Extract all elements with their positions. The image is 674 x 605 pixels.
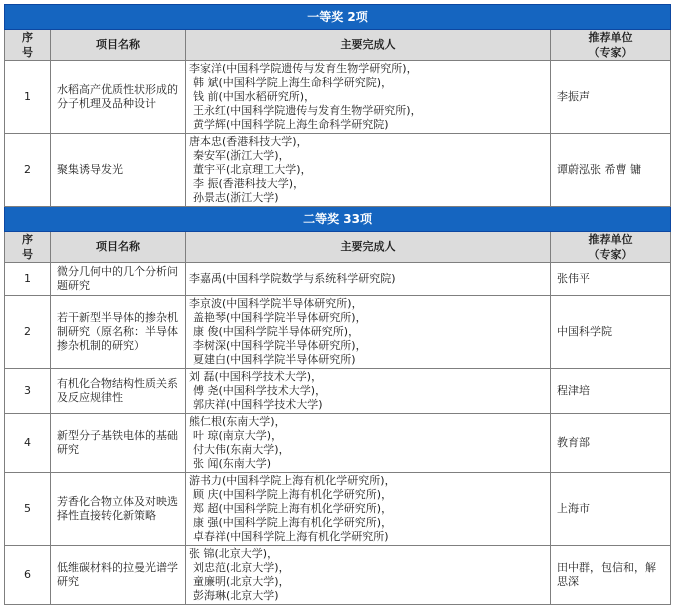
completer: 王永红(中国科学院遗传与发育生物学研究所)， — [193, 104, 422, 117]
completer: 唐本忠(香港科技大学)， — [189, 135, 308, 148]
completers-list — [186, 134, 551, 207]
recommender: 张伟平 — [551, 263, 671, 296]
completer: 童廉明(北京大学)， — [193, 575, 290, 588]
completers-list — [186, 414, 551, 473]
completer: 秦安军(浙江大学)， — [193, 149, 290, 162]
table-row — [5, 61, 671, 134]
row-number: 4 — [5, 414, 51, 473]
completer: 李嘉禹(中国科学院数学与系统科学研究院) — [189, 272, 396, 285]
recommender: 李振声 — [551, 61, 671, 134]
recommender: 程津培 — [551, 369, 671, 414]
col-header-project: 项目名称 — [51, 232, 186, 263]
section-header-second-prize — [5, 207, 671, 232]
row-number: 2 — [5, 296, 51, 369]
completer: 康 俊(中国科学院半导体研究所)， — [193, 325, 360, 338]
table-row — [5, 134, 671, 207]
completer: 李家洋(中国科学院遗传与发育生物学研究所)， — [189, 62, 418, 75]
awards-table — [4, 4, 671, 605]
project-name: 若干新型半导体的掺杂机制研究（原名称：半导体掺杂机制的研究） — [51, 296, 186, 369]
completer: 钱 前(中国水稻研究所)， — [193, 90, 316, 103]
recommender: 田中群，包信和，解思深 — [551, 546, 671, 605]
recommender: 谭蔚泓张 希曹 镛 — [551, 134, 671, 207]
col-header-completers: 主要完成人 — [186, 30, 551, 61]
section-title: 二等奖 33项 — [5, 207, 671, 232]
row-number: 6 — [5, 546, 51, 605]
col-header-no: 序 号 — [5, 30, 51, 61]
column-header-row — [5, 30, 671, 61]
row-number: 1 — [5, 61, 51, 134]
section-header-first-prize — [5, 5, 671, 30]
completers-list — [186, 263, 551, 296]
completer: 熊仁根(东南大学)， — [189, 415, 286, 428]
row-number: 2 — [5, 134, 51, 207]
row-number: 5 — [5, 473, 51, 546]
completer: 夏建白(中国科学院半导体研究所) — [193, 353, 356, 366]
project-name: 芳香化合物立体及对映选择性直接转化新策略 — [51, 473, 186, 546]
completer: 顾 庆(中国科学院上海有机化学研究所)， — [193, 488, 393, 501]
recommender: 中国科学院 — [551, 296, 671, 369]
col-header-project: 项目名称 — [51, 30, 186, 61]
completer: 张 闻(东南大学) — [193, 457, 272, 470]
row-number: 1 — [5, 263, 51, 296]
completer: 李 振(香港科技大学)， — [193, 177, 305, 190]
completer: 郑 超(中国科学院上海有机化学研究所)， — [193, 502, 393, 515]
col-header-recommender: 推荐单位 （专家） — [551, 30, 671, 61]
completer: 郭庆祥(中国科学技术大学) — [193, 398, 323, 411]
project-name: 新型分子基铁电体的基础研究 — [51, 414, 186, 473]
completer: 孙景志(浙江大学) — [193, 191, 279, 204]
completers-list — [186, 473, 551, 546]
project-name: 聚集诱导发光 — [51, 134, 186, 207]
project-name: 微分几何中的几个分析问题研究 — [51, 263, 186, 296]
completers-list — [186, 369, 551, 414]
col-header-recommender: 推荐单位 （专家） — [551, 232, 671, 263]
col-header-completers: 主要完成人 — [186, 232, 551, 263]
completer: 董宇平(北京理工大学)， — [193, 163, 312, 176]
table-row — [5, 296, 671, 369]
completer: 张 锦(北京大学)， — [189, 547, 279, 560]
completer: 傅 尧(中国科学技术大学)， — [193, 384, 327, 397]
completer: 卓春祥(中国科学院上海有机化学研究所) — [193, 530, 389, 543]
completer: 刘 磊(中国科学技术大学)， — [189, 370, 323, 383]
recommender: 上海市 — [551, 473, 671, 546]
completer: 游书力(中国科学院上海有机化学研究所)， — [189, 474, 396, 487]
recommender: 教育部 — [551, 414, 671, 473]
completer: 李树深(中国科学院半导体研究所)， — [193, 339, 367, 352]
completer: 黄学辉(中国科学院上海生命科学研究院) — [193, 118, 389, 131]
completer: 彭海琳(北京大学) — [193, 589, 279, 602]
table-row — [5, 473, 671, 546]
project-name: 水稻高产优质性状形成的分子机理及品种设计 — [51, 61, 186, 134]
completers-list — [186, 296, 551, 369]
awards-document — [4, 4, 670, 605]
project-name: 有机化合物结构性质关系及反应规律性 — [51, 369, 186, 414]
completers-list — [186, 61, 551, 134]
table-row — [5, 369, 671, 414]
row-number: 3 — [5, 369, 51, 414]
table-row — [5, 263, 671, 296]
completer: 李京波(中国科学院半导体研究所)， — [189, 297, 363, 310]
column-header-row — [5, 232, 671, 263]
project-name: 低维碳材料的拉曼光谱学研究 — [51, 546, 186, 605]
completer: 付大伟(东南大学)， — [193, 443, 290, 456]
completer: 盖艳琴(中国科学院半导体研究所)， — [193, 311, 367, 324]
section-title: 一等奖 2项 — [5, 5, 671, 30]
completer: 叶 琼(南京大学)， — [193, 429, 283, 442]
completer: 康 强(中国科学院上海有机化学研究所)， — [193, 516, 393, 529]
completer: 刘忠范(北京大学)， — [193, 561, 290, 574]
completer: 韩 斌(中国科学院上海生命科学研究院)， — [193, 76, 393, 89]
col-header-no: 序 号 — [5, 232, 51, 263]
table-row — [5, 414, 671, 473]
